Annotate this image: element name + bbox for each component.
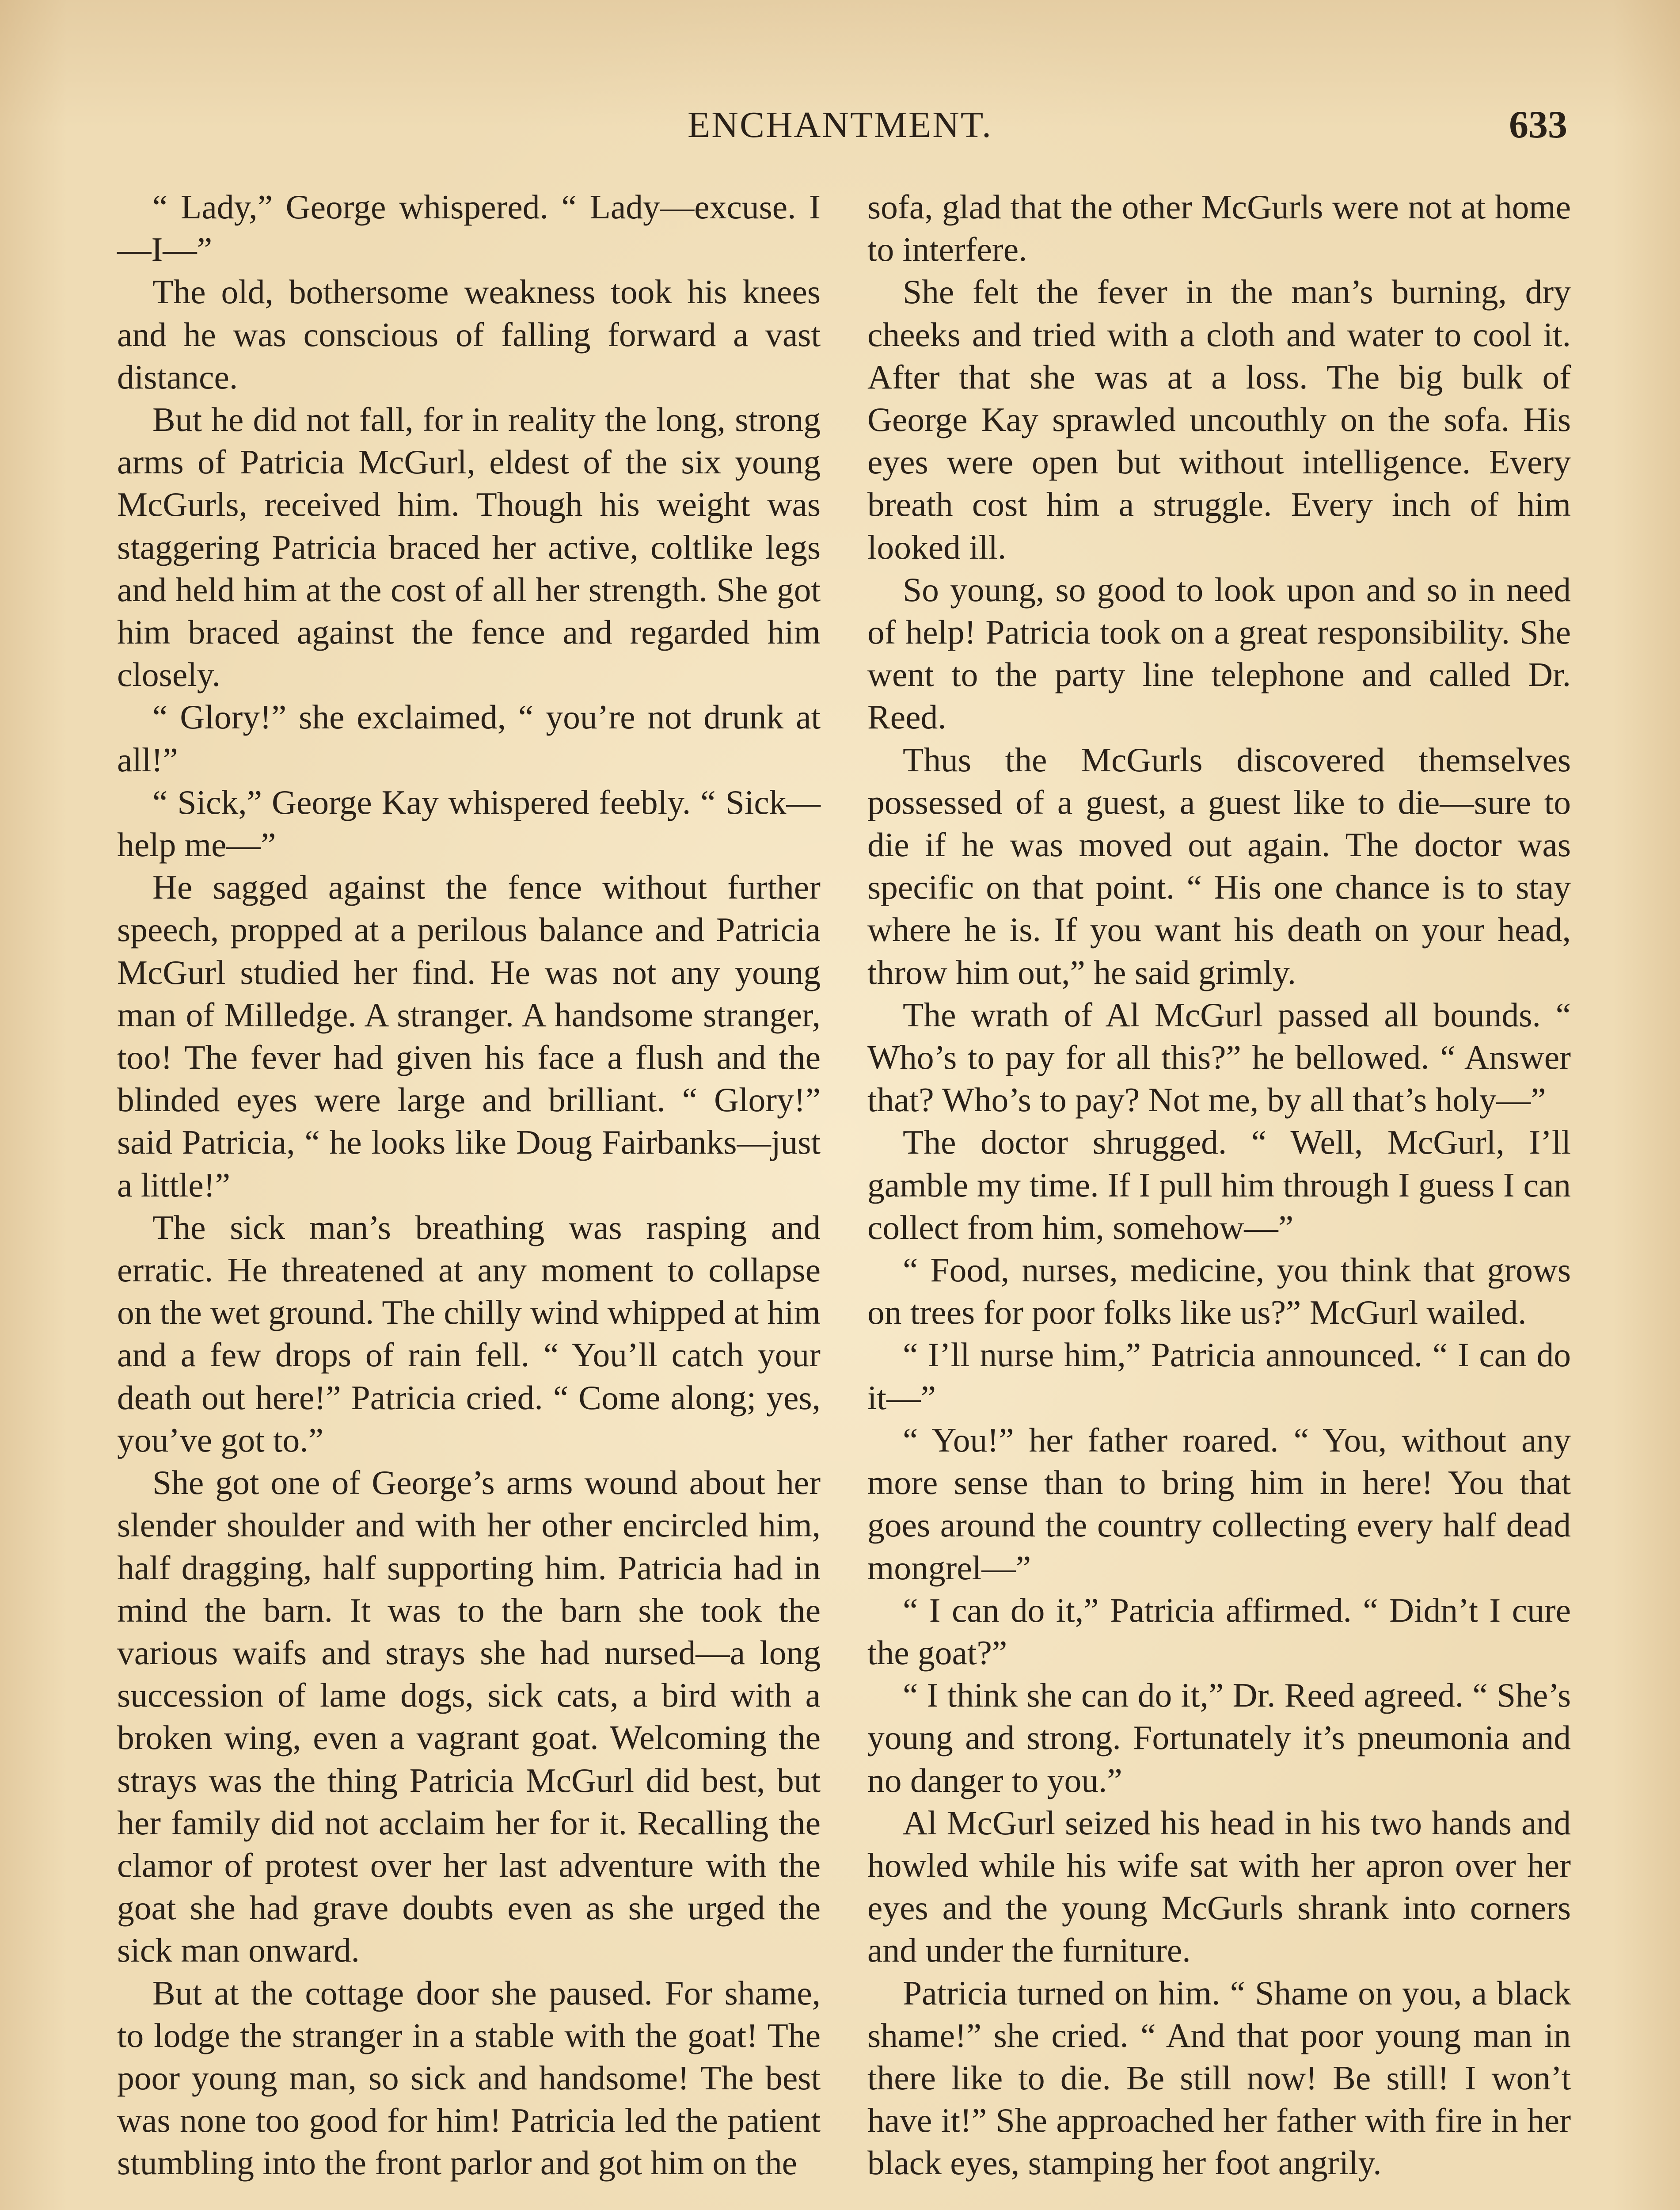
paragraph: She got one of George’s arms wound about her slender shoulder and with her other encircled him, half dragging, half supporting him. Patricia had in mind the barn. It was to the barn she took the various waifs and strays she had nursed—a long succession of lame dogs, sick cats, a bird with a broken wing, even a vagrant goat. Welcoming the strays was the thing Patricia McGurl did best, but her family did not acclaim her for it. Recalling the clamor of protest over her last adventure with the goat she had grave doubts even as she urged the sick man onward. [117, 1463, 821, 1970]
paragraph-continued: sofa, glad that the other McGurls were not at home to interfere. [867, 188, 1571, 269]
paragraph: “ I think she can do it,” Dr. Reed agreed. “ She’s young and strong. Fortunately it’s pneumonia and no danger to you.” [867, 1676, 1571, 1799]
running-title: ENCHANTMENT. [687, 104, 993, 145]
paragraph: Thus the McGurls discovered themselves possessed of a guest, a guest like to die—sure to die if he was moved out again. The doctor was specific on that point. “ His one chance is to stay where he is. If you want his death on your head, throw him out,” he said grimly. [867, 740, 1571, 991]
paragraph: “ Lady,” George whispered. “ Lady—excuse. I—I—” [117, 188, 821, 269]
paragraph: He sagged against the fence without further speech, propped at a perilous balance and Patricia McGurl studied her find. He was not any young man of Milledge. A stranger. A handsome stranger, too! The fever had given his face a flush and the blinded eyes were large and brilliant. “ Glory!” said Patricia, “ he looks like Doug Fairbanks—just a little!” [117, 868, 821, 1204]
paragraph: So young, so good to look upon and so in need of help! Patricia took on a great responsibility. She went to the party line telephone and called Dr. Reed. [867, 570, 1571, 736]
page-header [0, 101, 1680, 158]
paragraph: “ I can do it,” Patricia affirmed. “ Didn’t I cure the goat?” [867, 1591, 1571, 1672]
text-columns [117, 186, 1571, 2210]
paragraph: The sick man’s breathing was rasping and erratic. He threatened at any moment to collapse on the wet ground. The chilly wind whipped at him and a few drops of rain fell. “ You’ll catch your death out here!” Patricia cried. “ Come along; yes, you’ve got to.” [117, 1208, 821, 1459]
paragraph: “ I’ll nurse him,” Patricia announced. “ I can do it—” [867, 1336, 1571, 1417]
paragraph: “ Sick,” George Kay whispered feebly. “ Sick—help me—” [117, 783, 821, 864]
paragraph: The wrath of Al McGurl passed all bounds. “ Who’s to pay for all this?” he bellowed. “ Answer that? Who’s to pay? Not me, by all that’s holy—” [867, 995, 1571, 1119]
left-column [117, 186, 821, 2210]
paragraph: “ You!” her father roared. “ You, without any more sense than to bring him in here! You that goes around the country collecting every half dead mongrel—” [867, 1421, 1571, 1587]
paragraph: Al McGurl seized his head in his two hands and howled while his wife sat with her apron over her eyes and the young McGurls shrank into corners and under the furniture. [867, 1803, 1571, 1970]
page-number: 633 [1509, 103, 1567, 146]
paragraph: She felt the fever in the man’s burning, dry cheeks and tried with a cloth and water to cool it. After that she was at a loss. The big bulk of George Kay sprawled uncouthly on the sofa. His eyes were open but without intelligence. Every breath cost him a struggle. Every inch of him looked ill. [867, 273, 1571, 566]
paragraph: The old, bothersome weakness took his knees and he was conscious of falling forward a vast distance. [117, 273, 821, 396]
paragraph: The doctor shrugged. “ Well, McGurl, I’ll gamble my time. If I pull him through I guess I can collect from him, somehow—” [867, 1123, 1571, 1246]
paragraph: “ Food, nurses, medicine, you think that grows on trees for poor folks like us?” McGurl wailed. [867, 1251, 1571, 1332]
paragraph: But he did not fall, for in reality the long, strong arms of Patricia McGurl, eldest of the six young McGurls, received him. Though his weight was staggering Patricia braced her active, coltlike legs and held him at the cost of all her strength. She got him braced against the fence and regarded him closely. [117, 400, 821, 694]
right-column [867, 186, 1571, 2210]
paragraph: “ Glory!” she exclaimed, “ you’re not drunk at all!” [117, 698, 821, 779]
paragraph: Patricia turned on him. “ Shame on you, a black shame!” she cried. “ And that poor young man in there like to die. Be still now! Be still! I won’t have it!” She approached her father with fire in her black eyes, stamping her foot angrily. [867, 1974, 1571, 2182]
paragraph: But at the cottage door she paused. For shame, to lodge the stranger in a stable with the goat! The poor young man, so sick and handsome! The best was none too good for him! Patricia led the patient stumbling into the front parlor and got him on the [117, 1974, 821, 2182]
